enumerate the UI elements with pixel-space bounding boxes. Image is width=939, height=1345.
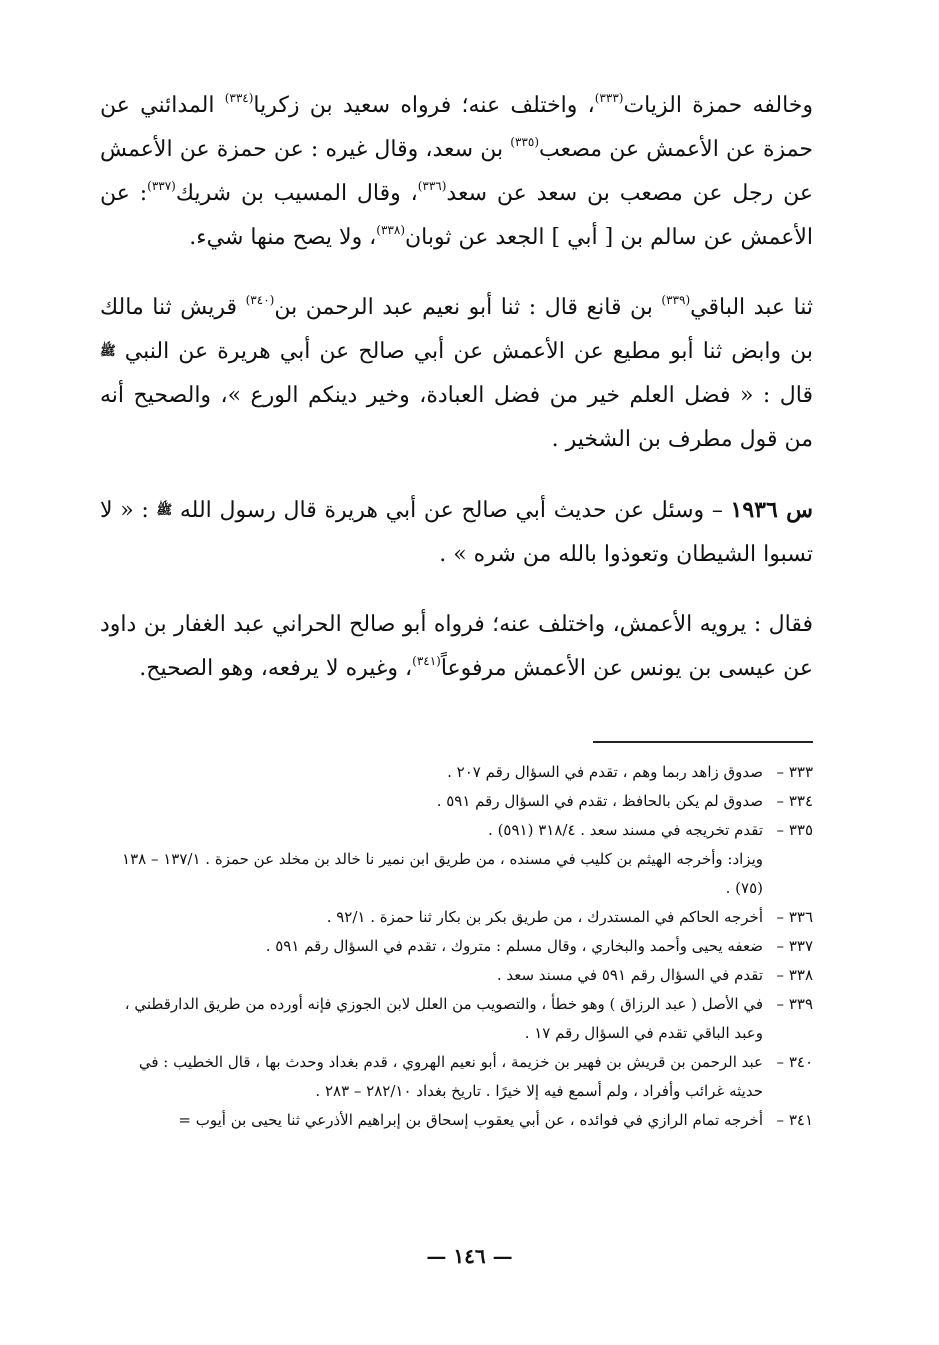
paragraph-2 <box>100 286 813 462</box>
footnote-text: أخرجه تمام الرازي في فوائده ، عن أبي يعقوب إسحاق بن إبراهيم الأذرعي ثنا يحيى بن أيوب = <box>178 1111 763 1129</box>
footnote-335 <box>108 816 813 845</box>
paragraph-1 <box>100 84 813 260</box>
footnote-number: ٣٣٩ – <box>776 995 813 1013</box>
footnote-number: ٣٤٠ – <box>776 1053 813 1071</box>
footnotes <box>108 758 813 1135</box>
footnote-ref-337[interactable]: (٣٣٧) <box>147 179 176 193</box>
text-run: وخالفه حمزة الزيات <box>623 93 813 118</box>
text-run: بن قانع قال : ثنا أبو نعيم عبد الرحمن بن <box>274 295 662 320</box>
footnote-ref-341[interactable]: (٣٤١) <box>412 654 441 668</box>
text-run: : عن الأعمش عن سالم بن [ أبي ] الجعد عن ثوبان <box>100 181 813 250</box>
footnote-334 <box>108 787 813 816</box>
footnote-text: عبد الرحمن بن قريش بن فهير بن خزيمة ، أبو نعيم الهروي ، قدم بغداد وحدث بها ، قال الخطيب : في حديثه غرائب وأفراد ، ولم أسمع فيه إلا خيرًا . تاريخ بغداد ٢٨٢/١٠ – ٢٨٣ . <box>138 1053 763 1100</box>
footnote-ref-340[interactable]: (٣٤٠) <box>245 293 275 307</box>
footnote-341 <box>108 1106 813 1135</box>
footnote-number: ٣٣٣ – <box>776 763 813 781</box>
footnote-ref-338[interactable]: (٣٣٨) <box>376 223 406 237</box>
text-run: ، وقال المسيب بن شريك <box>175 181 418 206</box>
text-run: ، ولا يصح منها شيء. <box>189 225 377 250</box>
text-run: فقال : يرويه الأعمش، واختلف عنه؛ فرواه أبو صالح الحراني عبد الغفار بن داود عن عيسى بن يونس عن الأعمش مرفوعاً <box>100 612 813 681</box>
footnote-number: ٣٣٤ – <box>776 792 813 810</box>
footnote-ref-334[interactable]: (٣٣٤) <box>224 91 254 105</box>
text-run: ثنا عبد الباقي <box>690 295 813 320</box>
footnote-339 <box>108 990 813 1048</box>
footnote-separator <box>593 741 813 743</box>
footnote-ref-333[interactable]: (٣٣٣) <box>594 91 624 105</box>
footnote-336 <box>108 903 813 932</box>
text-run: : « لا تسبوا الشيطان وتعوذوا بالله من شره » . <box>100 498 813 567</box>
footnote-text: ضعفه يحيى وأحمد والبخاري ، وقال مسلم : متروك ، تقدم في السؤال رقم ٥٩١ . <box>265 937 763 955</box>
footnote-335-continuation <box>108 845 813 903</box>
footnote-number: ٣٣٨ – <box>776 966 813 984</box>
text-run: بن سعد، وقال غيره : عن حمزة عن الأعمش عن رجل عن مصعب بن سعد عن سعد <box>100 137 813 206</box>
footnote-number: ٣٣٦ – <box>776 908 813 926</box>
text-run: قال : « فضل العلم خير من فضل العبادة، وخير دينكم الورع »، والصحيح أنه من قول مطرف بن الشخير . <box>100 383 813 452</box>
question-number: س ١٩٣٦ <box>730 497 814 523</box>
footnote-340 <box>108 1048 813 1106</box>
question-1936 <box>100 488 813 577</box>
footnote-text: تقدم في السؤال رقم ٥٩١ في مسند سعد . <box>496 966 763 984</box>
salawat-ligature: ﷺ <box>100 344 116 359</box>
footnote-number: ٣٤١ – <box>776 1111 813 1129</box>
footnote-337 <box>108 932 813 961</box>
salawat-ligature: ﷺ <box>156 503 173 518</box>
footnote-number: ٣٣٧ – <box>776 937 813 955</box>
footnote-text: صدوق زاهد ربما وهم ، تقدم في السؤال رقم ٢٠٧ . <box>447 763 763 781</box>
footnote-text: صدوق لم يكن بالحافظ ، تقدم في السؤال رقم ٥٩١ . <box>436 792 763 810</box>
footnote-338 <box>108 961 813 990</box>
footnote-ref-336[interactable]: (٣٣٦) <box>417 179 447 193</box>
text-run: ، وغيره لا يرفعه، وهو الصحيح. <box>139 656 413 681</box>
text-run: ، واختلف عنه؛ فرواه سعيد بن زكريا <box>253 93 595 118</box>
main-text <box>100 84 813 717</box>
footnote-ref-339[interactable]: (٣٣٩) <box>661 293 691 307</box>
footnote-333 <box>108 758 813 787</box>
page-number: — ١٤٦ — <box>426 1244 513 1268</box>
text-run: قريش ثنا مالك بن وابض ثنا أبو مطيع عن الأعمش عن أبي صالح عن أبي هريرة عن النبي <box>100 295 813 364</box>
paragraph-answer <box>100 603 813 691</box>
footnote-text: تقدم تخريجه في مسند سعد . ٣١٨/٤ (٥٩١) . <box>488 821 763 839</box>
footnote-number: ٣٣٥ – <box>776 821 813 839</box>
text-run: – وسئل عن حديث أبي صالح عن أبي هريرة قال رسول الله <box>172 498 731 523</box>
footnote-text: في الأصل ( عبد الرزاق ) وهو خطأ ، والتصويب من العلل لابن الجوزي فإنه أورده من طريق الدارقطني ، وعبد الباقي تقدم في السؤال رقم ١٧ . <box>124 995 763 1042</box>
text-run: المدائني عن حمزة عن الأعمش عن مصعب <box>100 93 813 162</box>
footnote-ref-335[interactable]: (٣٣٥) <box>510 135 540 149</box>
footnote-text: ويزاد: وأخرجه الهيثم بن كليب في مسنده ، من طريق ابن نمير نا خالد بن مخلد عن حمزة . ١٣٧/١ – ١٣٨ (٧٥) . <box>122 850 763 897</box>
footnote-text: أخرجه الحاكم في المستدرك ، من طريق بكر بن بكار ثنا حمزة . ٩٢/١ . <box>326 908 763 926</box>
